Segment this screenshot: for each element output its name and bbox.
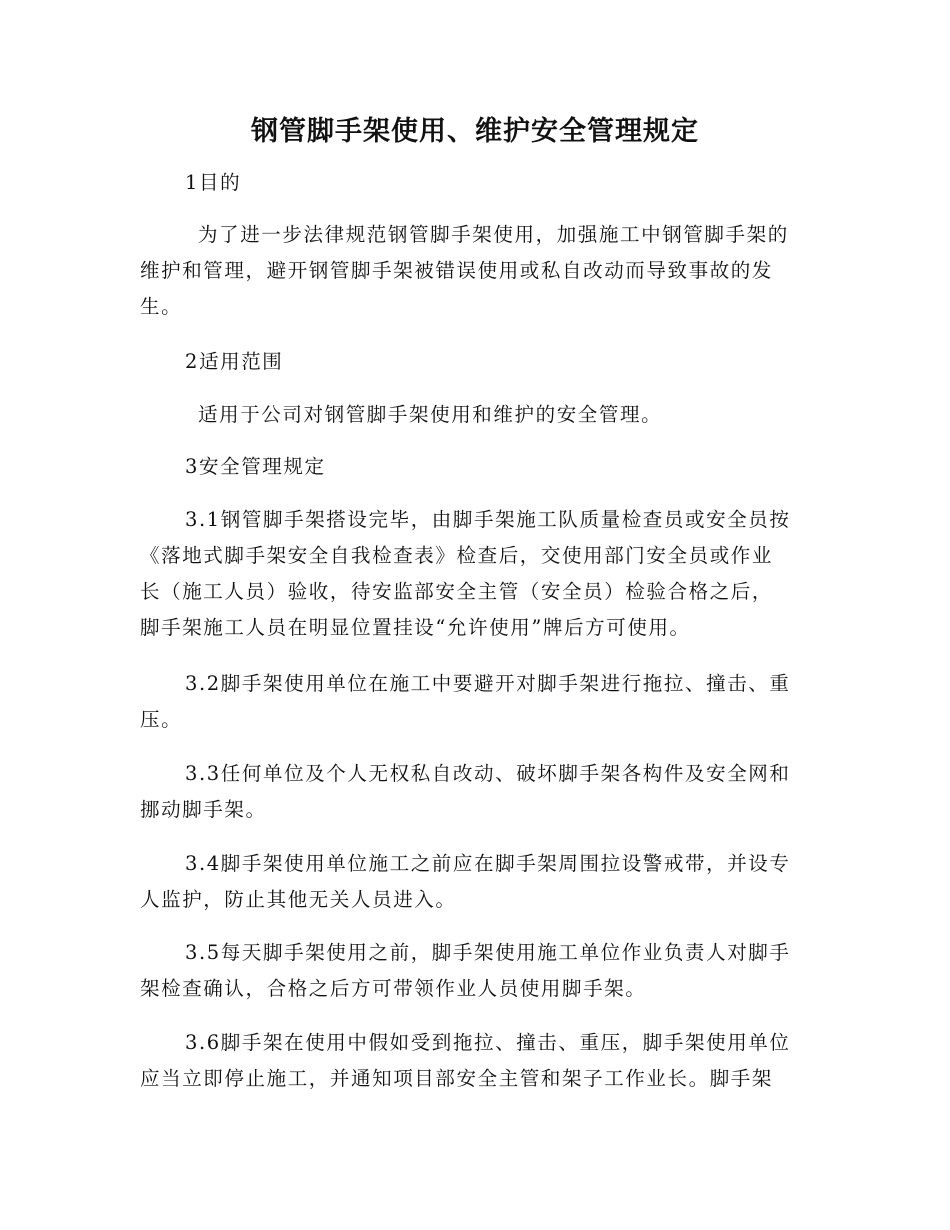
paragraph-line: 挪动脚手架。 [140, 798, 267, 821]
paragraph-line: 生。 [140, 295, 183, 318]
paragraph-rule-3-4 [140, 846, 812, 918]
paragraph-rule-3-1 [140, 502, 812, 646]
paragraph-line: 为了进一步法律规范钢管脚手架使用，加强施工中钢管脚手架的 [198, 223, 789, 246]
paragraph-scope [140, 397, 812, 433]
paragraph-purpose [140, 217, 812, 325]
document-title: 钢管脚手架使用、维护安全管理规定 [251, 116, 699, 147]
paragraph-line: 压。 [140, 708, 183, 731]
paragraph-rule-3-6 [140, 1025, 812, 1097]
paragraph-line: 应当立即停止施工，并通知项目部安全主管和架子工作业长。脚手架 [140, 1067, 774, 1090]
paragraph-rule-3-3 [140, 756, 812, 828]
paragraph-line: 《落地式脚手架安全自我检查表》检查后，交使用部门安全员或作业 [140, 544, 774, 567]
paragraph-line: 脚手架施工人员在明显位置挂设“允许使用”牌后方可使用。 [140, 616, 691, 639]
section-heading-rules [140, 449, 812, 485]
paragraph-line: 架检查确认，合格之后方可带领作业人员使用脚手架。 [140, 977, 647, 1000]
paragraph-line: 3.5每天脚手架使用之前，脚手架使用施工单位作业负责人对脚手 [185, 941, 791, 964]
paragraph-line: 3.3任何单位及个人无权私自改动、破坏脚手架各构件及安全网和 [185, 762, 791, 785]
paragraph-rule-3-2 [140, 666, 812, 738]
paragraph-line: 维护和管理，避开钢管脚手架被错误使用或私自改动而导致事故的发 [140, 259, 774, 282]
paragraph-rule-3-5 [140, 935, 812, 1007]
paragraph-line: 3.6脚手架在使用中假如受到拖拉、撞击、重压，脚手架使用单位 [185, 1031, 791, 1054]
paragraph-line: 3.2脚手架使用单位在施工中要避开对脚手架进行拖拉、撞击、重 [185, 672, 791, 695]
paragraph-line: 3.4脚手架使用单位施工之前应在脚手架周围拉设警戒带，并设专 [185, 852, 791, 875]
heading-text: 1目的 [185, 171, 242, 194]
section-heading-scope [140, 344, 812, 380]
paragraph-line: 人监护，防止其他无关人员进入。 [140, 888, 457, 911]
heading-text: 2适用范围 [185, 350, 284, 373]
paragraph-line: 长（施工人员）验收，待安监部安全主管（安全员）检验合格之后， [140, 580, 774, 603]
paragraph-line: 适用于公司对钢管脚手架使用和维护的安全管理。 [198, 403, 663, 426]
heading-text: 3安全管理规定 [185, 455, 326, 478]
paragraph-line: 3.1钢管脚手架搭设完毕，由脚手架施工队质量检查员或安全员按 [185, 508, 791, 531]
section-heading-purpose [140, 165, 812, 201]
